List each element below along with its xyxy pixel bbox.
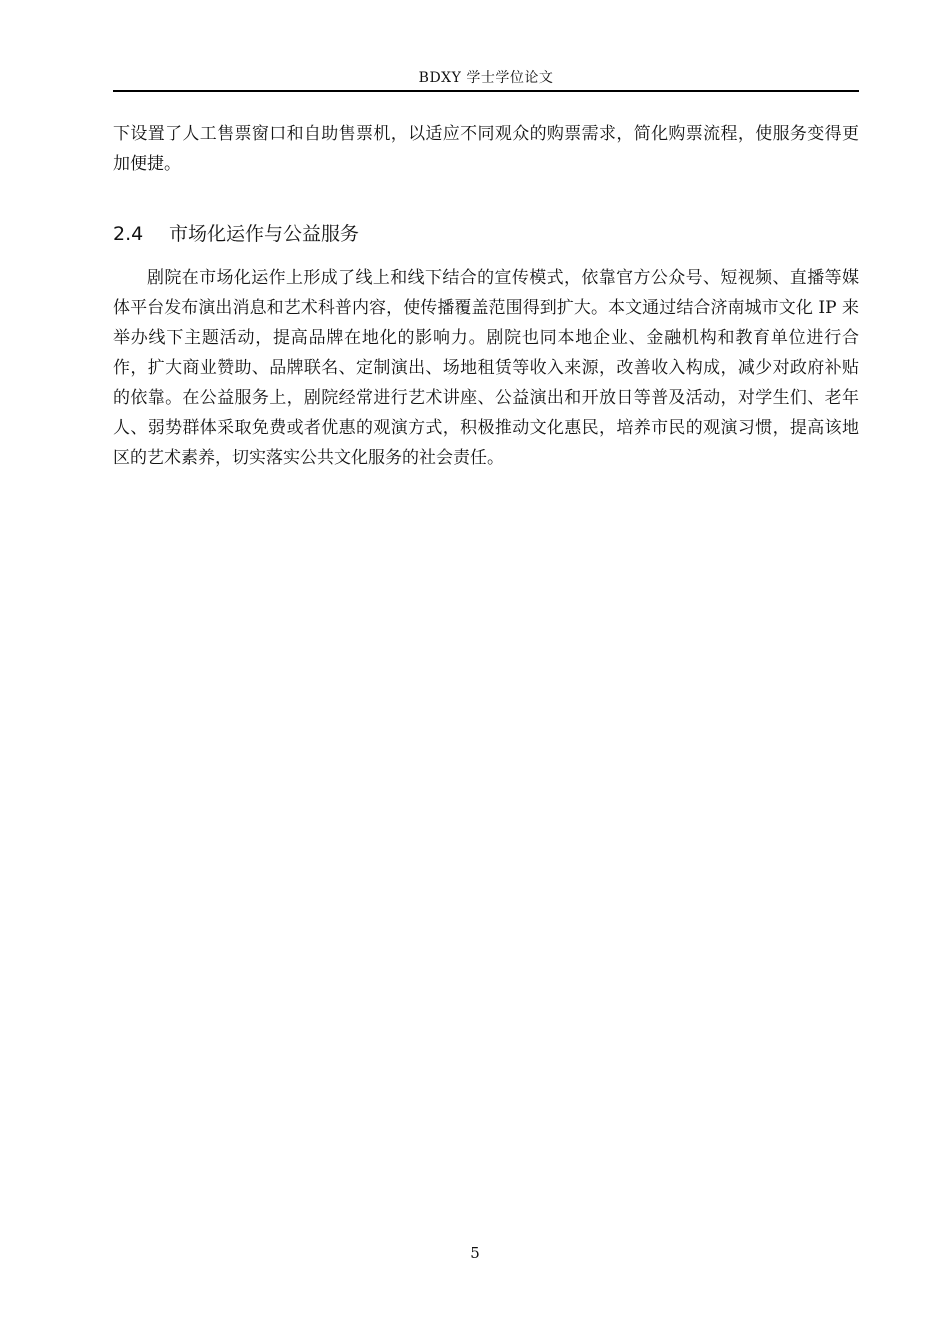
body-paragraph: 剧院在市场化运作上形成了线上和线下结合的宣传模式，依靠官方公众号、短视频、直播等媒体平台发布演出消息和艺术科普内容，使传播覆盖范围得到扩大。本文通过结合济南城市文化 IP 来举办线下主题活动，提高品牌在地化的影响力。剧院也同本地企业、金融机构和教育单位进行合作，扩大商业赞助、品牌联名、定制演出、场地租赁等收入来源，改善收入构成，减少对政府补贴的依靠。在公益服务上，剧院经常进行艺术讲座、公益演出和开放日等普及活动，对学生们、老年人、弱势群体采取免费或者优惠的观演方式，积极推动文化惠民，培养市民的观演习惯，提高该地区的艺术素养，切实落实公共文化服务的社会责任。 bbox=[113, 268, 859, 468]
page-number: 5 bbox=[470, 1244, 480, 1262]
section-title: 市场化运作与公益服务 bbox=[169, 223, 360, 245]
page-header bbox=[113, 66, 859, 92]
section-number: 2.4 bbox=[113, 223, 144, 245]
continued-paragraph: 下设置了人工售票窗口和自助售票机，以适应不同观众的购票需求，简化购票流程，使服务变得更加便捷。 bbox=[113, 124, 859, 174]
header-title: BDXY 学士学位论文 bbox=[418, 70, 554, 86]
section-heading bbox=[113, 219, 859, 249]
